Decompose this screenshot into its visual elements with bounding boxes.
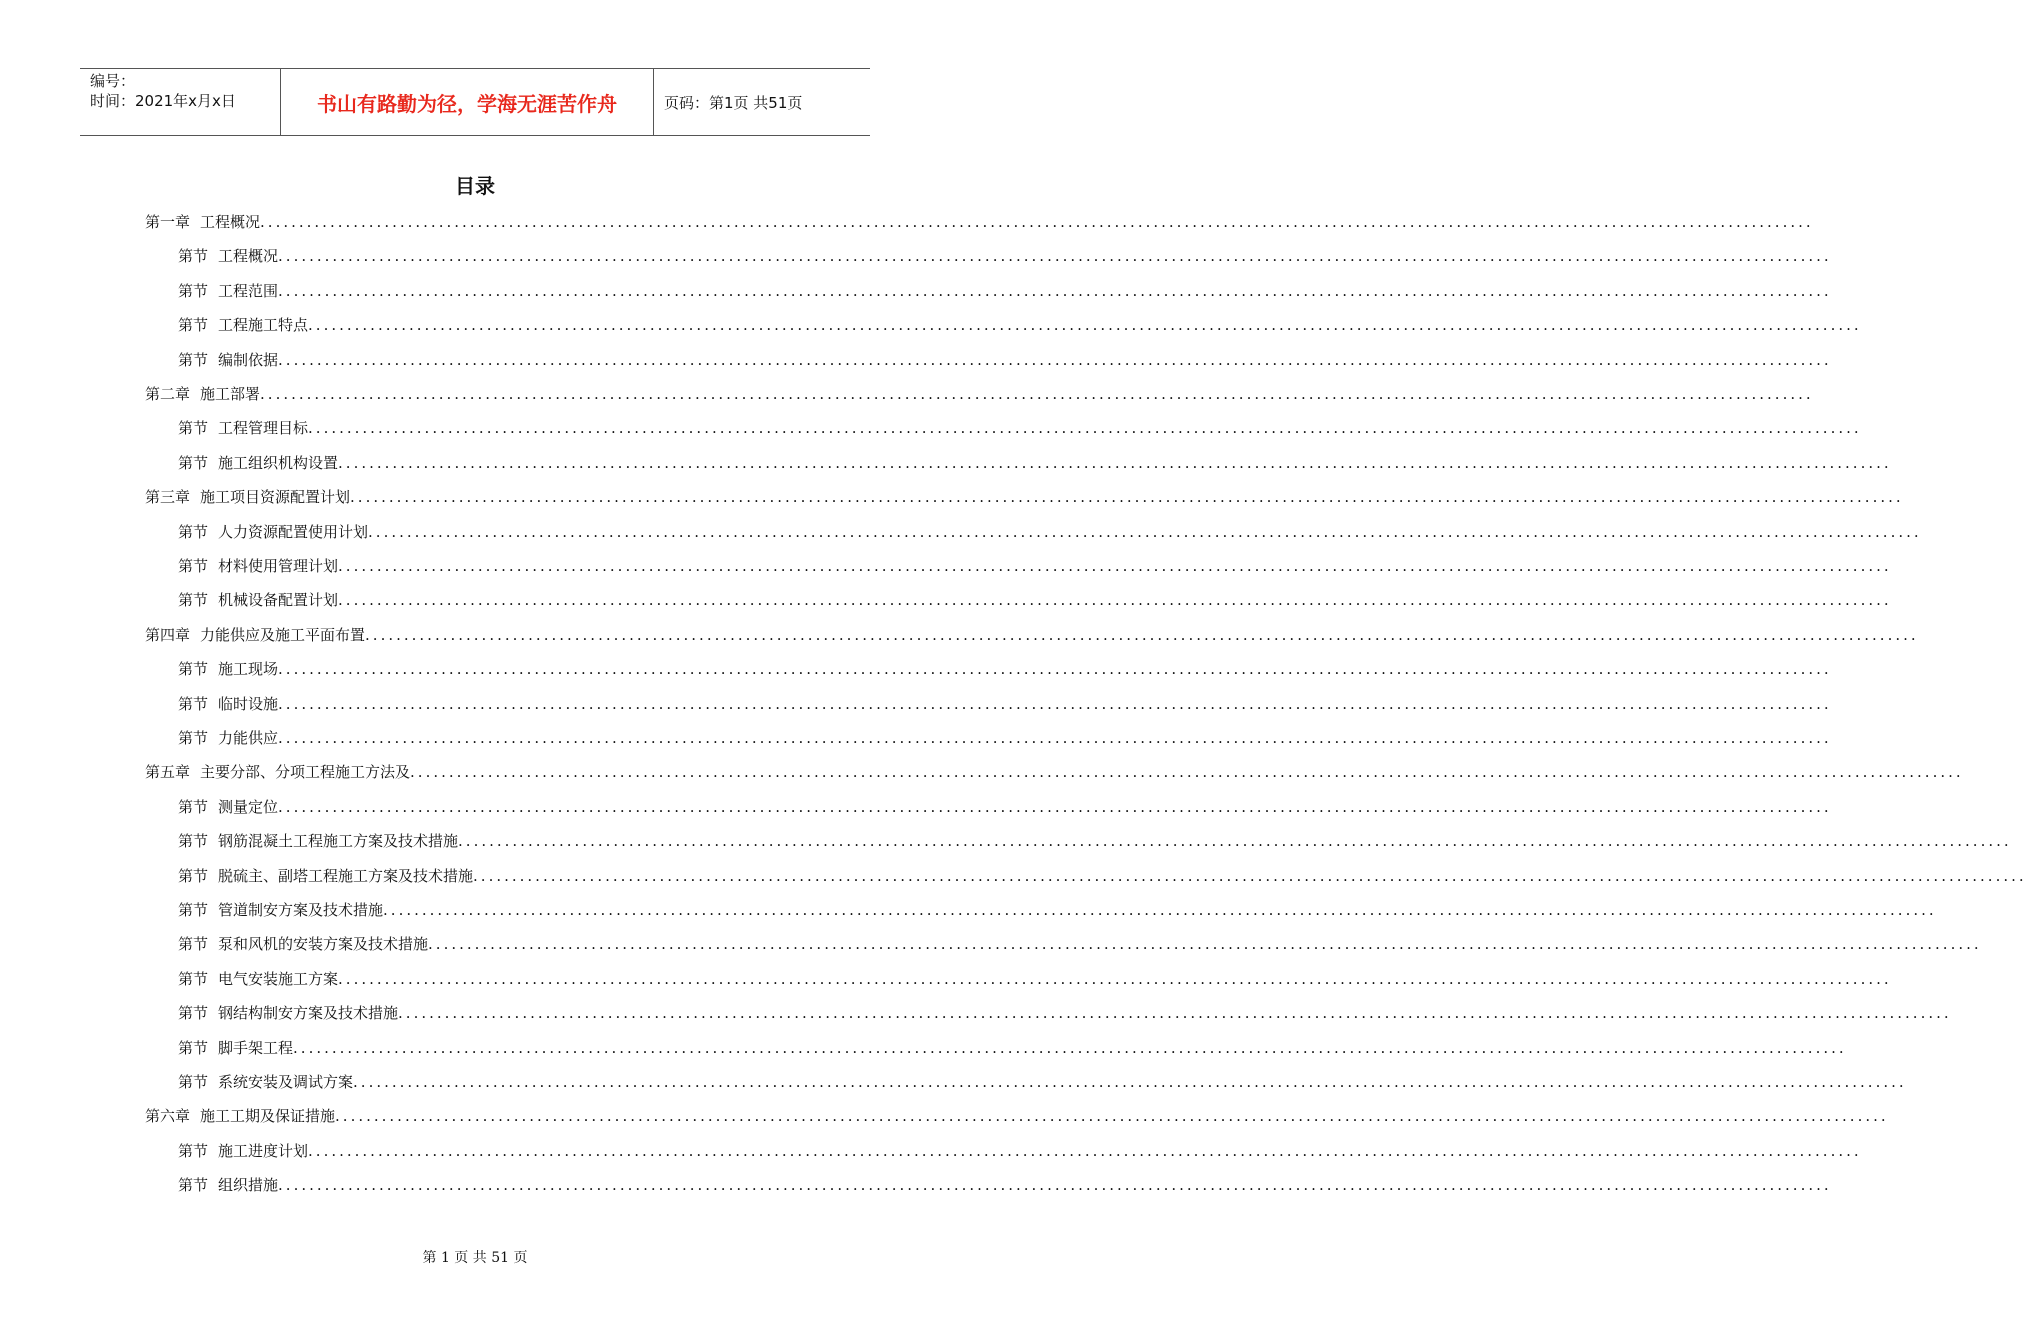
toc-entry-title: 力能供应	[218, 729, 279, 747]
toc-section-entry[interactable]	[178, 239, 1832, 273]
toc-section-entry[interactable]	[178, 859, 2027, 893]
toc-entry-number: 第二章	[145, 385, 191, 403]
toc-chapter-entry[interactable]	[145, 480, 1904, 514]
toc-entry-number: 第节	[178, 247, 209, 266]
toc-leader-dots: ........................................................................................................................................................................................................	[278, 1176, 1832, 1195]
toc-section-entry[interactable]	[178, 1031, 1847, 1065]
toc-entry-title: 钢筋混凝土工程施工方案及技术措施	[218, 832, 459, 851]
toc-leader-dots: ........................................................................................................................................................................................................	[308, 316, 1862, 335]
toc-leader-dots: ........................................................................................................................................................................................................	[458, 832, 2012, 851]
toc-section-entry[interactable]	[178, 721, 1832, 755]
toc-entry-number: 第节	[178, 316, 209, 335]
toc-section-entry[interactable]	[178, 652, 1832, 686]
toc-entry-title: 泵和风机的安装方案及技术措施	[218, 935, 429, 954]
toc-leader-dots: ........................................................................................................................................................................................................	[428, 935, 1982, 954]
toc-leader-dots: ........................................................................................................................................................................................................	[383, 901, 1937, 919]
header-meta	[80, 69, 281, 135]
toc-entry-title: 施工现场	[218, 660, 279, 679]
toc-leader-dots: ........................................................................................................................................................................................................	[308, 1141, 1862, 1160]
toc-entry-number: 第节	[178, 591, 209, 610]
toc-entry-number: 第节	[178, 901, 209, 919]
toc-entry-title: 力能供应及施工平面布置	[200, 625, 366, 644]
toc-section-entry[interactable]	[178, 549, 1892, 583]
toc-section-entry[interactable]	[178, 583, 1892, 617]
toc-chapter-entry[interactable]	[145, 205, 1814, 239]
toc-entry-number: 第四章	[145, 625, 191, 644]
toc-entry-title: 工程范围	[218, 281, 279, 300]
toc-leader-dots: ........................................................................................................................................................................................................	[338, 557, 1892, 575]
toc-entry-title: 工程概况	[218, 247, 279, 266]
toc-entry-number: 第五章	[145, 763, 191, 782]
toc-leader-dots: ........................................................................................................................................................................................................	[338, 591, 1892, 610]
toc-section-entry[interactable]	[178, 343, 1832, 377]
toc-entry-number: 第节	[178, 694, 209, 713]
toc-entry-title: 工程施工特点	[218, 316, 309, 335]
toc-section-entry[interactable]	[178, 962, 1892, 996]
toc-entry-title: 施工项目资源配置计划	[200, 488, 351, 507]
toc-leader-dots: ........................................................................................................................................................................................................	[308, 419, 1862, 438]
toc-leader-dots: ........................................................................................................................................................................................................	[278, 281, 1832, 300]
toc-entry-number: 第节	[178, 522, 209, 541]
toc-entry-number: 第节	[178, 1073, 209, 1091]
toc-section-entry[interactable]	[178, 824, 2012, 858]
toc-entry-title: 管道制安方案及技术措施	[218, 901, 384, 919]
toc-section-entry[interactable]	[178, 274, 1832, 308]
toc-leader-dots: ........................................................................................................................................................................................................	[398, 1004, 1952, 1023]
toc-entry-title: 编制依据	[218, 350, 279, 369]
page-footer: 第 1 页 共 51 页	[422, 1250, 528, 1266]
toc-leader-dots: ........................................................................................................................................................................................................	[473, 866, 2027, 885]
toc-leader-dots: ........................................................................................................................................................................................................	[278, 247, 1832, 266]
toc-entry-title: 工程概况	[200, 213, 261, 231]
toc-entry-number: 第节	[178, 866, 209, 885]
toc-entry-number: 第节	[178, 1038, 209, 1057]
toc-entry-number: 第节	[178, 419, 209, 438]
toc-section-entry[interactable]	[178, 1168, 1832, 1202]
toc-entry-number: 第节	[178, 557, 209, 575]
toc-leader-dots: ........................................................................................................................................................................................................	[410, 763, 1964, 782]
toc-entry-number: 第节	[178, 797, 209, 816]
toc-entry-number: 第节	[178, 1141, 209, 1160]
toc-entry-title: 脚手架工程	[218, 1038, 294, 1057]
toc-entry-title: 机械设备配置计划	[218, 591, 339, 610]
toc-entry-title: 工程管理目标	[218, 419, 309, 438]
toc-title: 目录	[455, 174, 495, 198]
toc-chapter-entry[interactable]	[145, 377, 1814, 411]
toc-leader-dots: ........................................................................................................................................................................................................	[350, 488, 1904, 507]
toc-section-entry[interactable]	[178, 515, 1922, 549]
toc-entry-title: 施工组织机构设置	[218, 453, 339, 472]
toc-entry-number: 第节	[178, 660, 209, 679]
toc-leader-dots: ........................................................................................................................................................................................................	[278, 797, 1832, 816]
toc-section-entry[interactable]	[178, 308, 1862, 342]
toc-section-entry[interactable]	[178, 1134, 1862, 1168]
toc-entry-number: 第节	[178, 1004, 209, 1023]
toc-leader-dots: ........................................................................................................................................................................................................	[338, 453, 1892, 472]
header-motto: 书山有路勤为径，学海无涯苦作舟	[281, 69, 654, 135]
toc-section-entry[interactable]	[178, 1065, 1907, 1099]
toc-section-entry[interactable]	[178, 687, 1832, 721]
toc-section-entry[interactable]	[178, 996, 1952, 1030]
toc-chapter-entry[interactable]	[145, 755, 1964, 789]
toc-entry-title: 施工工期及保证措施	[200, 1107, 336, 1126]
toc-chapter-entry[interactable]	[145, 1099, 1889, 1133]
toc-leader-dots: ........................................................................................................................................................................................................	[278, 729, 1832, 747]
toc-entry-number: 第节	[178, 832, 209, 851]
toc-leader-dots: ........................................................................................................................................................................................................	[278, 694, 1832, 713]
toc-entry-number: 第节	[178, 935, 209, 954]
toc-entry-number: 第节	[178, 453, 209, 472]
toc-leader-dots: ........................................................................................................................................................................................................	[293, 1038, 1847, 1057]
toc-entry-title: 测量定位	[218, 797, 279, 816]
toc-entry-title: 人力资源配置使用计划	[218, 522, 369, 541]
toc-entry-title: 材料使用管理计划	[218, 557, 339, 575]
toc-section-entry[interactable]	[178, 927, 1982, 961]
toc-section-entry[interactable]	[178, 446, 1892, 480]
toc-entry-title: 钢结构制安方案及技术措施	[218, 1004, 399, 1023]
toc-entry-number: 第节	[178, 281, 209, 300]
toc-entry-title: 电气安装施工方案	[218, 969, 339, 988]
toc-entry-number: 第节	[178, 969, 209, 988]
toc-entry-title: 组织措施	[218, 1176, 279, 1195]
toc-entry-title: 施工部署	[200, 385, 261, 403]
toc-leader-dots: ........................................................................................................................................................................................................	[353, 1073, 1907, 1091]
toc-entry-title: 脱硫主、副塔工程施工方案及技术措施	[218, 866, 474, 885]
toc-leader-dots: ........................................................................................................................................................................................................	[278, 350, 1832, 369]
toc-entry-number: 第节	[178, 1176, 209, 1195]
toc-entry-title: 主要分部、分项工程施工方法及	[200, 763, 411, 782]
toc-leader-dots: ........................................................................................................................................................................................................	[365, 625, 1919, 644]
toc-leader-dots: ........................................................................................................................................................................................................	[278, 660, 1832, 679]
toc-entry-number: 第一章	[145, 213, 191, 231]
toc-entry-number: 第三章	[145, 488, 191, 507]
toc-section-entry[interactable]	[178, 790, 1832, 824]
page-header	[80, 68, 870, 136]
toc-section-entry[interactable]	[178, 893, 1937, 927]
toc-leader-dots: ........................................................................................................................................................................................................	[260, 213, 1814, 231]
toc-entry-number: 第节	[178, 350, 209, 369]
toc-leader-dots: ........................................................................................................................................................................................................	[338, 969, 1892, 988]
toc-entry-title: 系统安装及调试方案	[218, 1073, 354, 1091]
header-page-info: 页码：第1页 共51页	[664, 93, 803, 112]
toc-section-entry[interactable]	[178, 411, 1862, 445]
document-date: 时间：2021年x月x日	[90, 92, 236, 110]
toc-leader-dots: ........................................................................................................................................................................................................	[335, 1107, 1889, 1126]
toc-entry-title: 施工进度计划	[218, 1141, 309, 1160]
toc-entry-number: 第节	[178, 729, 209, 747]
document-number-label: 编号：	[90, 72, 136, 90]
toc-chapter-entry[interactable]	[145, 618, 1919, 652]
toc-entry-title: 临时设施	[218, 694, 279, 713]
toc-entry-number: 第六章	[145, 1107, 191, 1126]
toc-leader-dots: ........................................................................................................................................................................................................	[260, 385, 1814, 403]
toc-leader-dots: ........................................................................................................................................................................................................	[368, 522, 1922, 541]
